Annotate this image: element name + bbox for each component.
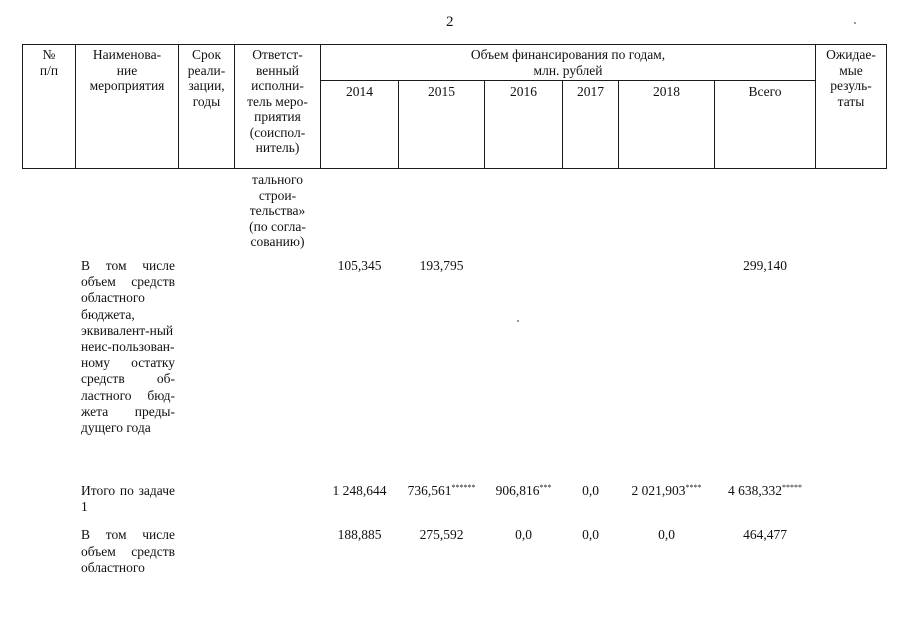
row2-name: Итого по задаче 1 <box>81 483 175 514</box>
row3-2016: 0,0 <box>515 527 532 542</box>
row3-2015: 275,592 <box>419 527 464 542</box>
header-col-funding: Объем финансирования по годам, млн. рублей <box>470 47 666 78</box>
row2-2018-value: 2 021,903 <box>631 483 686 498</box>
table-header-bottom-border <box>22 168 887 169</box>
table-right-border <box>886 44 887 169</box>
row1-2014: 105,345 <box>337 258 382 273</box>
row1-total: 299,140 <box>743 258 787 273</box>
header-year-2016: 2016 <box>510 84 537 99</box>
scan-speck <box>517 320 519 322</box>
row2-2016 <box>485 483 562 499</box>
row3-2014: 188,885 <box>337 527 382 542</box>
header-col-responsible: Ответст- венный исполни- тель меро- приятия (соиспол- нитель) <box>247 47 308 155</box>
row3-total: 464,477 <box>743 527 787 542</box>
row2-2014: 1 248,644 <box>332 483 387 498</box>
header-total: Всего <box>748 84 782 99</box>
header-year-2015: 2015 <box>428 84 455 99</box>
scan-speck <box>854 22 856 24</box>
row2-2015-value: 736,561 <box>407 483 452 498</box>
header-col-term: Срок реали- зации, годы <box>187 47 226 109</box>
header-col-number: № п/п <box>39 47 59 78</box>
row2-2017: 0,0 <box>582 483 599 498</box>
row2-total-value: 4 638,332 <box>728 483 782 498</box>
row2-2018 <box>619 483 714 499</box>
header-year-2018: 2018 <box>653 84 680 99</box>
row2-2015-footnote: ****** <box>451 483 476 492</box>
row1-name: В том числе объем средств областного бюджета, эквивалент-ный неис-пользован-ному остатку средств об-ластного бюд-жета преды-дущего года <box>81 258 175 436</box>
page-number: 2 <box>446 14 454 30</box>
row3-name: В том числе объем средств областного <box>81 527 175 575</box>
row2-2015 <box>399 483 484 499</box>
row1-2015: 193,795 <box>419 258 464 273</box>
row2-2016-value: 906,816 <box>495 483 540 498</box>
row3-2018: 0,0 <box>658 527 675 542</box>
responsible-continuation: тального строи- тельства» (по согла- сованию) <box>249 172 306 249</box>
header-col-result: Ожидае- мые резуль- таты <box>826 47 876 109</box>
header-col-name: Наименова- ние мероприятия <box>89 47 165 93</box>
row2-2016-footnote: *** <box>539 483 552 492</box>
funding-header-divider <box>320 80 815 81</box>
row3-2017: 0,0 <box>582 527 599 542</box>
row2-total <box>715 483 815 499</box>
row2-total-footnote: ***** <box>782 483 802 492</box>
row2-2018-footnote: **** <box>685 483 702 492</box>
table-top-border <box>22 44 887 45</box>
header-year-2014: 2014 <box>346 84 373 99</box>
header-year-2017: 2017 <box>577 84 604 99</box>
